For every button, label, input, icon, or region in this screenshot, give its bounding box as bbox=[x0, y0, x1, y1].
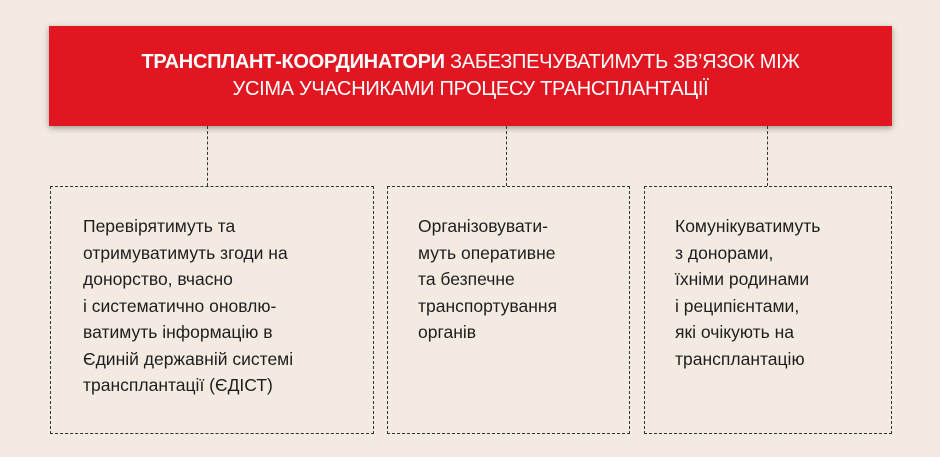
responsibility-box-transport: Організовувати- муть оперативне та безпечне транспортування органів bbox=[387, 186, 630, 434]
connector-line-3 bbox=[767, 126, 768, 186]
connector-line-1 bbox=[207, 126, 208, 186]
connector-line-2 bbox=[506, 126, 507, 186]
header-banner bbox=[49, 26, 892, 126]
header-line-1 bbox=[141, 49, 799, 76]
header-strong-text: ТРАНСПЛАНТ-КООРДИНАТОРИ bbox=[141, 51, 445, 73]
responsibility-box-communication: Комунікуватимуть з донорами, їхніми родинами і реципієнтами, які очікують на трансплантацію bbox=[644, 186, 892, 434]
header-line-2: УСІМА УЧАСНИКАМИ ПРОЦЕСУ ТРАНСПЛАНТАЦІЇ bbox=[232, 78, 709, 100]
header-line-1-rest: ЗАБЕЗПЕЧУВАТИМУТЬ ЗВ’ЯЗОК МІЖ bbox=[444, 51, 800, 73]
responsibility-box-consent: Перевірятимуть та отримуватимуть згоди на донорство, вчасно і систематично оновлю- ватимуть інформацію в Єдиній державній системі трансплантації (ЄДІСТ) bbox=[50, 186, 374, 434]
